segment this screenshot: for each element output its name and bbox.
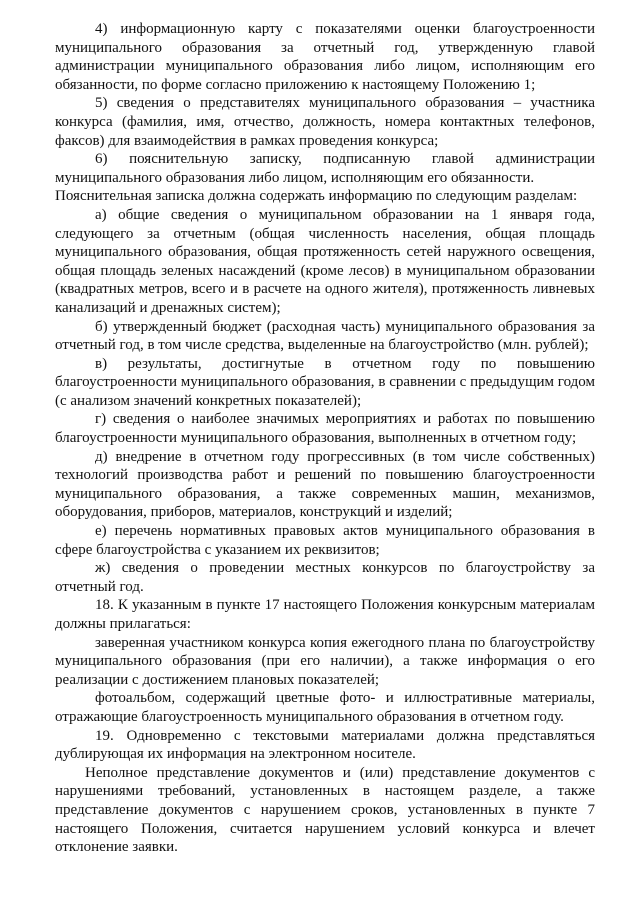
- paragraph-explanatory-note-intro: Пояснительная записка должна содержать информацию по следующим разделам:: [55, 188, 578, 205]
- paragraph-clause-19: 19. Одновременно с текстовыми материалами должна представляться дублирующая их информация на электронном носителе.: [55, 727, 595, 763]
- paragraph-incomplete-submission: Неполное представление документов и (или) представление документов с нарушениями требований, установленных в настоящем разделе, а также представление документов с нарушением сроков, установленных в пункте 7 настоящего Положения, считается нарушением условий конкурса и влечет отклонение заявки.: [55, 764, 595, 856]
- paragraph-section-b: б) утвержденный бюджет (расходная часть) муниципального образования за отчетный год, в том числе средства, выделенные на благоустройство (млн. рублей);: [55, 318, 595, 354]
- paragraph-item-6: 6) пояснительную записку, подписанную главой администрации муниципального образования либо лицом, исполняющим его обязанности.: [55, 151, 595, 186]
- paragraph-section-v: в) результаты, достигнутые в отчетном году по повышению благоустроенности муниципального образования, в сравнении с предыдущим годом (с анализом значений конкретных показателей);: [55, 355, 595, 409]
- paragraph-section-a: а) общие сведения о муниципальном образовании на 1 января года, следующего за отчетным (общая численность населения, общая площадь муниципального образования, общая протяженность сетей наружного освещения, общая площадь зеленых насаждений (кроме лесов) в муниципальном образовании (квадратных метров, всего и в расчете на одного жителя), протяженность ливневых канализаций и дренажных систем);: [55, 206, 595, 316]
- document-page: [55, 20, 595, 857]
- paragraph-photo-album: фотоальбом, содержащий цветные фото- и иллюстративные материалы, отражающие благоустроенность муниципального образования в отчетном году.: [55, 690, 595, 725]
- paragraph-item-4: 4) информационную карту с показателями оценки благоустроенности муниципального образования за отчетный год, утвержденную главой администрации муниципального образования либо лицом, исполняющим его обязанности, по форме согласно приложению к настоящему Положению 1;: [55, 21, 595, 93]
- paragraph-section-zh: ж) сведения о проведении местных конкурсов по благоустройству за отчетный год.: [55, 560, 595, 595]
- paragraph-item-5: 5) сведения о представителях муниципального образования – участника конкурса (фамилия, имя, отчество, должность, номера контактных телефонов, факсов) для взаимодействия в рамках проведения конкурса;: [55, 95, 595, 149]
- paragraph-certified-plan-copy: заверенная участником конкурса копия ежегодного плана по благоустройству муниципального образования (при его наличии), а также информация о его реализации с достижением плановых показателей;: [55, 634, 595, 688]
- paragraph-section-g: г) сведения о наиболее значимых мероприятиях и работах по повышению благоустроенности муниципального образования, выполненных в отчетном году;: [55, 411, 595, 447]
- paragraph-clause-18: 18. К указанным в пункте 17 настоящего Положения конкурсным материалам должны прилагаться:: [55, 597, 595, 632]
- paragraph-section-e: е) перечень нормативных правовых актов муниципального образования в сфере благоустройства с указанием их реквизитов;: [55, 523, 595, 558]
- paragraph-section-d: д) внедрение в отчетном году прогрессивных (в том числе собственных) технологий производства работ и решений по повышению благоустроенности муниципального образования, а также современных машин, механизмов, оборудования, приборов, материалов, конструкций и изделий;: [55, 448, 595, 521]
